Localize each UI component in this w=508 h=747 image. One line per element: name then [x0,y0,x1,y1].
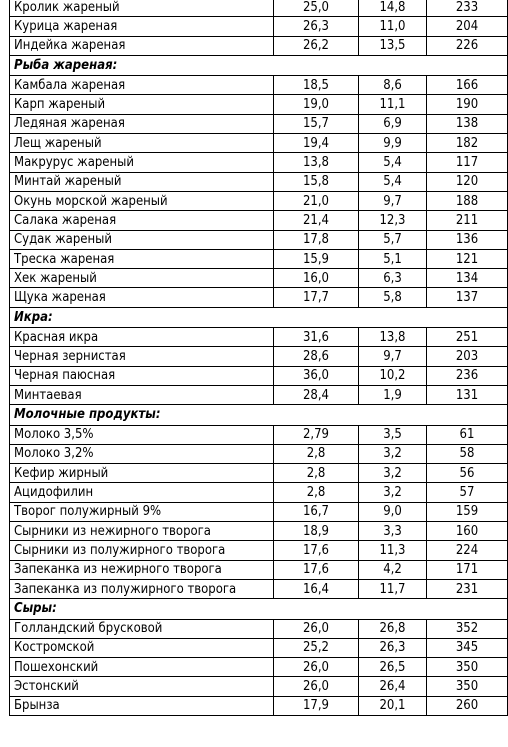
kcal-cell: 57 [427,483,508,502]
protein-cell: 2,8 [274,483,359,502]
kcal-cell: 120 [427,172,508,191]
kcal-cell: 211 [427,211,508,230]
kcal-cell: 136 [427,230,508,249]
table-row [10,134,508,153]
fat-cell: 6,3 [359,269,427,288]
kcal-cell: 182 [427,134,508,153]
food-name-cell: Окунь морской жареный [10,191,274,210]
food-name-cell: Минтаевая [10,385,274,404]
table-row [10,230,508,249]
kcal-cell: 159 [427,502,508,521]
kcal-cell: 233 [427,0,508,17]
table-row [10,17,508,36]
food-name-cell: Лещ жареный [10,134,274,153]
table-row [10,153,508,172]
protein-cell: 18,9 [274,522,359,541]
table-row [10,191,508,210]
food-name-cell: Брынза [10,696,274,715]
fat-cell: 13,5 [359,36,427,55]
kcal-cell: 56 [427,464,508,483]
protein-cell: 16,0 [274,269,359,288]
protein-cell: 15,8 [274,172,359,191]
nutrition-table-body [10,0,508,715]
protein-cell: 16,4 [274,579,359,598]
table-row [10,328,508,347]
kcal-cell: 134 [427,269,508,288]
section-header-row [10,405,508,425]
kcal-cell: 61 [427,425,508,444]
food-name-cell: Кефир жирный [10,464,274,483]
protein-cell: 28,4 [274,385,359,404]
fat-cell: 26,8 [359,619,427,638]
table-row [10,464,508,483]
fat-cell: 10,2 [359,366,427,385]
section-header-filler [274,405,508,425]
fat-cell: 9,9 [359,134,427,153]
protein-cell: 15,9 [274,249,359,268]
fat-cell: 20,1 [359,696,427,715]
kcal-cell: 226 [427,36,508,55]
protein-cell: 26,2 [274,36,359,55]
food-name-cell: Красная икра [10,328,274,347]
table-row [10,385,508,404]
section-header-row [10,599,508,619]
fat-cell: 9,0 [359,502,427,521]
table-row [10,658,508,677]
protein-cell: 17,8 [274,230,359,249]
food-name-cell: Минтай жареный [10,172,274,191]
protein-cell: 13,8 [274,153,359,172]
fat-cell: 11,3 [359,541,427,560]
table-row [10,95,508,114]
food-name-cell: Творог полужирный 9% [10,502,274,521]
kcal-cell: 160 [427,522,508,541]
section-header: Молочные продукты: [10,405,274,425]
kcal-cell: 345 [427,638,508,657]
kcal-cell: 260 [427,696,508,715]
food-name-cell: Сырники из нежирного творога [10,522,274,541]
kcal-cell: 350 [427,658,508,677]
protein-cell: 26,0 [274,619,359,638]
protein-cell: 21,4 [274,211,359,230]
protein-cell: 16,7 [274,502,359,521]
kcal-cell: 231 [427,579,508,598]
table-row [10,76,508,95]
fat-cell: 8,6 [359,76,427,95]
food-name-cell: Молоко 3,5% [10,425,274,444]
fat-cell: 14,8 [359,0,427,17]
protein-cell: 17,6 [274,560,359,579]
table-row [10,579,508,598]
protein-cell: 26,3 [274,17,359,36]
kcal-cell: 203 [427,347,508,366]
protein-cell: 25,2 [274,638,359,657]
food-name-cell: Эстонский [10,677,274,696]
table-row [10,522,508,541]
kcal-cell: 117 [427,153,508,172]
food-name-cell: Запеканка из полужирного творога [10,579,274,598]
protein-cell: 19,4 [274,134,359,153]
fat-cell: 3,5 [359,425,427,444]
protein-cell: 36,0 [274,366,359,385]
fat-cell: 11,1 [359,95,427,114]
fat-cell: 11,0 [359,17,427,36]
fat-cell: 11,7 [359,579,427,598]
table-row [10,0,508,17]
protein-cell: 31,6 [274,328,359,347]
food-name-cell: Запеканка из нежирного творога [10,560,274,579]
kcal-cell: 204 [427,17,508,36]
food-name-cell: Камбала жареная [10,76,274,95]
nutrition-table [9,0,508,716]
table-row [10,483,508,502]
kcal-cell: 166 [427,76,508,95]
kcal-cell: 251 [427,328,508,347]
section-header-row [10,307,508,327]
protein-cell: 15,7 [274,114,359,133]
kcal-cell: 352 [427,619,508,638]
protein-cell: 28,6 [274,347,359,366]
kcal-cell: 171 [427,560,508,579]
kcal-cell: 131 [427,385,508,404]
protein-cell: 2,8 [274,444,359,463]
kcal-cell: 138 [427,114,508,133]
protein-cell: 19,0 [274,95,359,114]
protein-cell: 17,7 [274,288,359,307]
food-name-cell: Треска жареная [10,249,274,268]
table-row [10,619,508,638]
section-header-filler [274,599,508,619]
fat-cell: 4,2 [359,560,427,579]
kcal-cell: 190 [427,95,508,114]
food-name-cell: Щука жареная [10,288,274,307]
kcal-cell: 137 [427,288,508,307]
section-header: Икра: [10,307,274,327]
table-row [10,677,508,696]
protein-cell: 26,0 [274,658,359,677]
section-header-row [10,55,508,75]
fat-cell: 5,1 [359,249,427,268]
fat-cell: 26,4 [359,677,427,696]
protein-cell: 17,6 [274,541,359,560]
table-row [10,211,508,230]
table-row [10,638,508,657]
food-name-cell: Костромской [10,638,274,657]
fat-cell: 9,7 [359,191,427,210]
fat-cell: 26,3 [359,638,427,657]
food-name-cell: Макрурус жареный [10,153,274,172]
table-row [10,114,508,133]
fat-cell: 3,2 [359,464,427,483]
food-name-cell: Ацидофилин [10,483,274,502]
table-row [10,560,508,579]
table-row [10,172,508,191]
food-name-cell: Черная зернистая [10,347,274,366]
food-name-cell: Карп жареный [10,95,274,114]
table-row [10,249,508,268]
food-name-cell: Индейка жареная [10,36,274,55]
section-header: Сыры: [10,599,274,619]
fat-cell: 3,3 [359,522,427,541]
fat-cell: 5,7 [359,230,427,249]
protein-cell: 26,0 [274,677,359,696]
protein-cell: 2,79 [274,425,359,444]
fat-cell: 5,8 [359,288,427,307]
kcal-cell: 224 [427,541,508,560]
table-row [10,444,508,463]
protein-cell: 17,9 [274,696,359,715]
table-row [10,696,508,715]
food-name-cell: Кролик жареный [10,0,274,17]
table-row [10,269,508,288]
food-name-cell: Судак жареный [10,230,274,249]
food-name-cell: Пошехонский [10,658,274,677]
food-name-cell: Сырники из полужирного творога [10,541,274,560]
fat-cell: 9,7 [359,347,427,366]
kcal-cell: 188 [427,191,508,210]
protein-cell: 2,8 [274,464,359,483]
section-header: Рыба жареная: [10,55,274,75]
table-row [10,425,508,444]
table-row [10,288,508,307]
food-name-cell: Хек жареный [10,269,274,288]
table-row [10,502,508,521]
kcal-cell: 350 [427,677,508,696]
food-name-cell: Молоко 3,2% [10,444,274,463]
food-name-cell: Курица жареная [10,17,274,36]
fat-cell: 3,2 [359,444,427,463]
food-name-cell: Салака жареная [10,211,274,230]
fat-cell: 6,9 [359,114,427,133]
kcal-cell: 236 [427,366,508,385]
fat-cell: 12,3 [359,211,427,230]
food-name-cell: Голландский брусковой [10,619,274,638]
food-name-cell: Черная паюсная [10,366,274,385]
section-header-filler [274,307,508,327]
fat-cell: 26,5 [359,658,427,677]
protein-cell: 18,5 [274,76,359,95]
protein-cell: 25,0 [274,0,359,17]
table-row [10,541,508,560]
fat-cell: 5,4 [359,172,427,191]
kcal-cell: 58 [427,444,508,463]
fat-cell: 13,8 [359,328,427,347]
fat-cell: 5,4 [359,153,427,172]
fat-cell: 1,9 [359,385,427,404]
table-row [10,347,508,366]
kcal-cell: 121 [427,249,508,268]
table-row [10,366,508,385]
protein-cell: 21,0 [274,191,359,210]
table-row [10,36,508,55]
food-name-cell: Ледяная жареная [10,114,274,133]
section-header-filler [274,55,508,75]
fat-cell: 3,2 [359,483,427,502]
